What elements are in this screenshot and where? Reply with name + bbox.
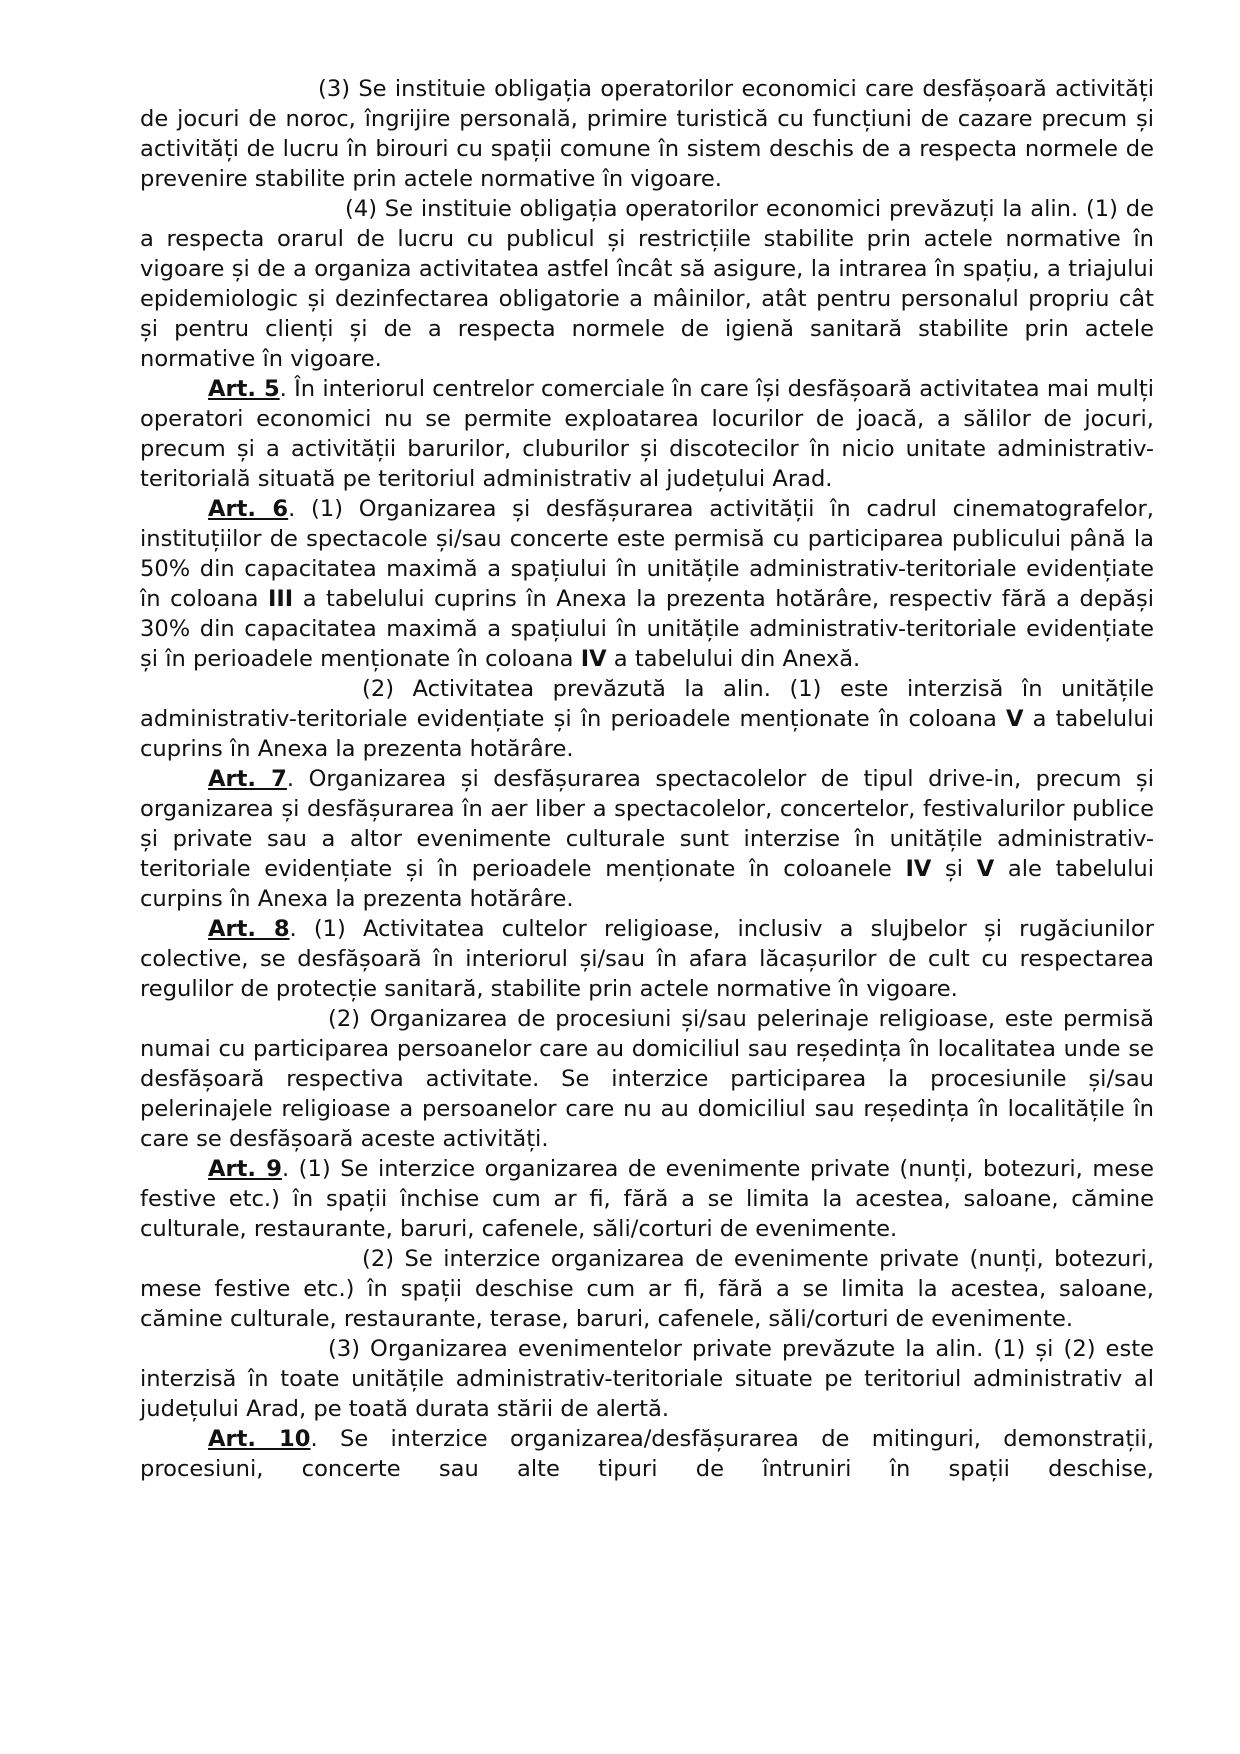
paragraph-art4-alin3 — [140, 74, 1154, 194]
paragraph-text: (3) Se instituie obligația operatorilor economici care desfășoară activități de jocuri de noroc, îngrijire personală, primire turistică cu funcțiuni de cazare precum și activități de lucru în birouri cu spații comune în sistem deschis de a respecta normele de prevenire stabilite prin actele normative în vigoare. — [140, 76, 1154, 192]
paragraph-art6-alin2 — [140, 674, 1154, 764]
paragraph-text: (4) Se instituie obligația operatorilor economici prevăzuți la alin. (1) de a respecta orarul de lucru cu publicul și restricțiile stabilite prin actele normative în vigoare și de a organiza activitatea astfel încât să asigure, la intrarea în spațiu, a triajului epidemiologic și dezinfectarea obligatorie a mâinilor, atât pentru personalul propriu cât și pentru clienți și de a respecta normele de igienă sanitară stabilite prin actele normative în vigoare. — [140, 196, 1154, 372]
paragraph-text: . (1) Activitatea cultelor religioase, inclusiv a slujbelor și rugăciunilor colective, se desfășoară în interiorul și/sau în afara lăcașurilor de cult cu respectarea regulilor de protecție sanitară, stabilite prin actele normative în vigoare. — [140, 916, 1154, 1002]
paragraph-art9-alin2 — [140, 1244, 1154, 1334]
column-reference: IV — [905, 856, 932, 882]
column-reference: III — [267, 586, 294, 612]
document-page — [140, 74, 1154, 1484]
paragraph-text: ale tabelului curpins în Anexa la prezenta hotărâre. — [140, 856, 1154, 912]
article-label: Art. 7 — [208, 766, 287, 792]
paragraph-art9-alin3 — [140, 1334, 1154, 1424]
paragraph-text: și — [931, 856, 977, 882]
paragraph-art4-alin4 — [140, 194, 1154, 374]
paragraph-text: a tabelului cuprins în Anexa la prezenta hotărâre. — [140, 706, 1154, 762]
paragraph-art8-alin1 — [140, 914, 1154, 1004]
paragraph-text: . Organizarea și desfășurarea spectacolelor de tipul drive-in, precum și organizarea și desfășurarea în aer liber a spectacolelor, concertelor, festivalurilor publice și private sau a altor evenimente culturale sunt interzise în unitățile administrativ-teritoriale evidențiate și în perioadele menționate în coloanele — [140, 766, 1154, 882]
article-label: Art. 9 — [208, 1156, 282, 1182]
paragraph-text: . (1) Se interzice organizarea de evenimente private (nunți, botezuri, mese festive etc.) în spații închise cum ar fi, fără a se limita la acestea, saloane, cămine culturale, restaurante, baruri, cafenele, săli/corturi de evenimente. — [140, 1156, 1154, 1242]
paragraph-text: . (1) Organizarea și desfășurarea activității în cadrul cinematografelor, instituțiilor de spectacole și/sau concerte este permisă cu participarea publicului până la 50% din capacitatea maximă a spațiului în unitățile administrativ-teritoriale evidențiate în coloana — [140, 496, 1154, 612]
paragraph-text: (2) Activitatea prevăzută la alin. (1) este interzisă în unitățile administrativ-teritoriale evidențiate și în perioadele menționate în coloana — [140, 676, 1154, 732]
paragraph-art7 — [140, 764, 1154, 914]
paragraph-text: . Se interzice organizarea/desfășurarea de mitinguri, demonstrații, procesiuni, concerte sau alte tipuri de întruniri în spații deschise, — [140, 1426, 1154, 1482]
paragraph-text: . În interiorul centrelor comerciale în care își desfășoară activitatea mai mulți operatori economici nu se permite exploatarea locurilor de joacă, a sălilor de jocuri, precum și a activității barurilor, cluburilor și discotecilor în nicio unitate administrativ-teritorială situată pe teritoriul administrativ al județului Arad. — [140, 376, 1154, 492]
paragraph-art5 — [140, 374, 1154, 494]
column-reference: V — [976, 856, 995, 882]
article-label: Art. 8 — [208, 916, 290, 942]
paragraph-art9-alin1 — [140, 1154, 1154, 1244]
paragraph-text: a tabelului cuprins în Anexa la prezenta hotărâre, respectiv fără a depăși 30% din capacitatea maximă a spațiului în unitățile administrativ-teritoriale evidențiate și în perioadele menționate în coloana — [140, 586, 1155, 672]
paragraph-art6-alin1 — [140, 494, 1154, 674]
paragraph-text: a tabelului din Anexă. — [606, 646, 861, 672]
column-reference: IV — [580, 646, 607, 672]
paragraph-text: (3) Organizarea evenimentelor private prevăzute la alin. (1) și (2) este interzisă în toate unitățile administrativ-teritoriale situate pe teritoriul administrativ al județului Arad, pe toată durata stării de alertă. — [140, 1336, 1154, 1422]
paragraph-text: (2) Organizarea de procesiuni și/sau pelerinaje religioase, este permisă numai cu participarea persoanelor care au domiciliul sau reședința în localitatea unde se desfășoară respectiva activitate. Se interzice participarea la procesiunile și/sau pelerinajele religioase a persoanelor care nu au domiciliul sau reședința în localitățile în care se desfășoară aceste activități. — [140, 1006, 1154, 1152]
article-label: Art. 10 — [208, 1426, 311, 1452]
paragraph-art8-alin2 — [140, 1004, 1154, 1154]
article-label: Art. 6 — [208, 496, 289, 522]
column-reference: V — [1005, 706, 1024, 732]
paragraph-text: (2) Se interzice organizarea de evenimente private (nunți, botezuri, mese festive etc.) în spații deschise cum ar fi, fără a se limita la acestea, saloane, cămine culturale, restaurante, terase, baruri, cafenele, săli/corturi de evenimente. — [140, 1246, 1154, 1332]
article-label: Art. 5 — [208, 376, 280, 402]
paragraph-art10 — [140, 1424, 1154, 1484]
